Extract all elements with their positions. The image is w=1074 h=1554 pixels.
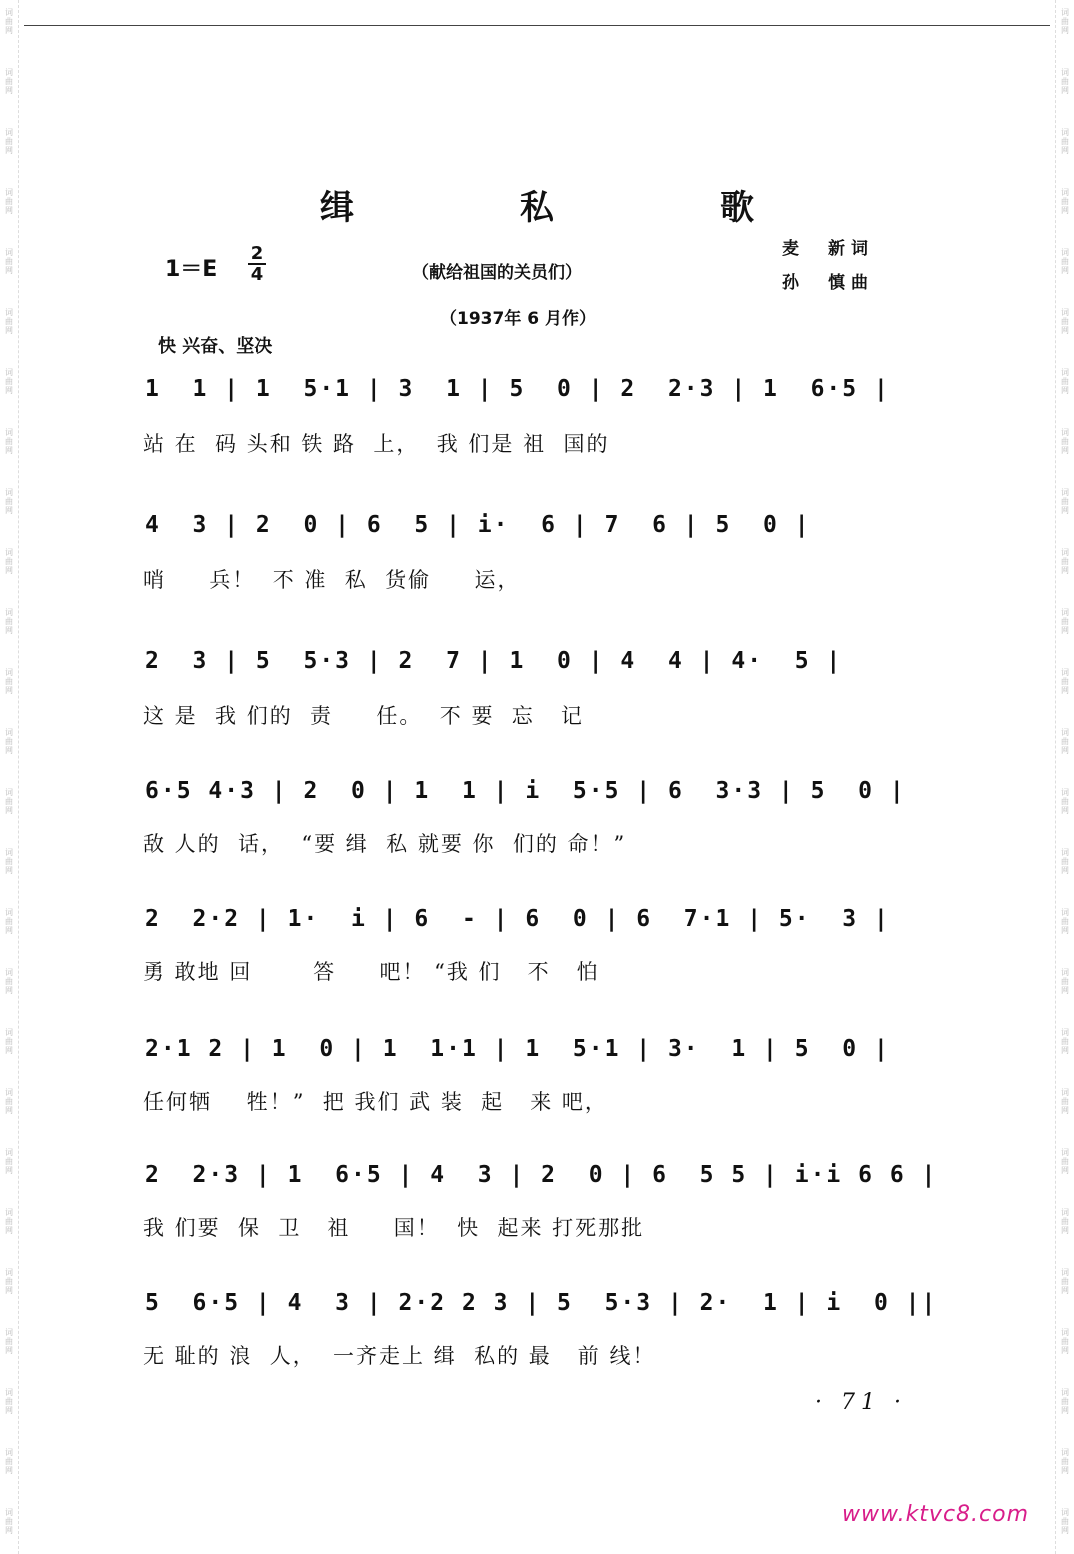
time-signature-denominator: 4 [250,264,264,285]
side-watermark-text: 词曲网 [1061,308,1069,335]
side-watermark-text: 词曲网 [5,128,13,155]
side-watermark-text: 词曲网 [5,308,13,335]
side-watermark-text: 词曲网 [1061,1448,1069,1475]
side-watermark-text: 词曲网 [5,1508,13,1535]
notation-line-2: 4 3 | 2 0 | 6 5 | i· 6 | 7 6 | 5 0 | [145,512,811,538]
side-watermark-text: 词曲网 [5,1148,13,1175]
side-watermark-text: 词曲网 [5,908,13,935]
site-watermark: www.ktvc8.com [842,1502,1030,1527]
side-watermark-text: 词曲网 [5,608,13,635]
side-watermark-text: 词曲网 [5,728,13,755]
side-watermark-text: 词曲网 [1061,428,1069,455]
side-watermark-text: 词曲网 [1061,1208,1069,1235]
notation-line-7: 2 2·3 | 1 6·5 | 4 3 | 2 0 | 6 5 5 | i·i 6 6 | [145,1162,938,1188]
left-watermark-strip [0,0,19,1554]
time-signature [246,244,268,284]
side-watermark-text: 词曲网 [1061,908,1069,935]
side-watermark-text: 词曲网 [1061,8,1069,35]
side-watermark-text: 词曲网 [5,1088,13,1115]
side-watermark-text: 词曲网 [1061,1388,1069,1415]
side-watermark-text: 词曲网 [5,668,13,695]
top-border-line [24,25,1050,26]
side-watermark-text: 词曲网 [1061,1028,1069,1055]
side-watermark-text: 词曲网 [5,68,13,95]
dedication: （献给祖国的关员们） [412,263,582,283]
composition-date: （1937年 6 月作） [440,309,596,329]
side-watermark-text: 词曲网 [5,1028,13,1055]
side-watermark-text: 词曲网 [1061,608,1069,635]
lyric-line-7: 我 们要 保 卫 祖 国！ 快 起来 打死那批 [143,1216,645,1240]
side-watermark-text: 词曲网 [5,368,13,395]
side-watermark-text: 词曲网 [1061,128,1069,155]
side-watermark-text: 词曲网 [1061,1508,1069,1535]
side-watermark-text: 词曲网 [1061,188,1069,215]
side-watermark-text: 词曲网 [5,1388,13,1415]
page-number: · 71 · [815,1390,907,1415]
side-watermark-text: 词曲网 [1061,368,1069,395]
key-signature: 1＝E [165,257,218,282]
side-watermark-text: 词曲网 [1061,968,1069,995]
lyric-line-3: 这 是 我 们的 责 任。 不 要 忘 记 [143,704,584,728]
side-watermark-text: 词曲网 [5,548,13,575]
side-watermark-text: 词曲网 [5,248,13,275]
side-watermark-text: 词曲网 [1061,548,1069,575]
side-watermark-text: 词曲网 [1061,248,1069,275]
side-watermark-text: 词曲网 [1061,1268,1069,1295]
side-watermark-text: 词曲网 [1061,1148,1069,1175]
side-watermark-text: 词曲网 [5,188,13,215]
time-signature-numerator: 2 [250,243,264,264]
side-watermark-text: 词曲网 [1061,728,1069,755]
side-watermark-text: 词曲网 [1061,1088,1069,1115]
side-watermark-text: 词曲网 [5,1328,13,1355]
lyric-line-8: 无 耻的 浪 人， 一齐走上 缉 私的 最 前 线！ [143,1344,656,1368]
side-watermark-text: 词曲网 [1061,848,1069,875]
side-watermark-text: 词曲网 [1061,68,1069,95]
side-watermark-text: 词曲网 [5,488,13,515]
composer-credit: 孙 慎曲 [782,273,874,293]
side-watermark-text: 词曲网 [1061,1328,1069,1355]
notation-line-8: 5 6·5 | 4 3 | 2·2 2 3 | 5 5·3 | 2· 1 | i 0 || [145,1290,938,1316]
right-watermark-strip [1055,0,1074,1554]
side-watermark-text: 词曲网 [5,1268,13,1295]
side-watermark-text: 词曲网 [1061,788,1069,815]
song-title: 缉 私 歌 [320,188,820,228]
side-watermark-text: 词曲网 [5,1208,13,1235]
tempo-marking: 快 兴奋、坚决 [158,336,273,357]
side-watermark-text: 词曲网 [5,788,13,815]
side-watermark-text: 词曲网 [5,848,13,875]
lyric-line-2: 哨 兵！ 不 准 私 货偷 运， [143,568,521,592]
side-watermark-text: 词曲网 [1061,668,1069,695]
side-watermark-text: 词曲网 [5,1448,13,1475]
lyric-line-6: 任何牺 牲！” 把 我们 武 装 起 来 吧， [143,1090,608,1114]
side-watermark-text: 词曲网 [5,968,13,995]
notation-line-4: 6·5 4·3 | 2 0 | 1 1 | i 5·5 | 6 3·3 | 5 0 | [145,778,906,804]
lyric-line-4: 敌 人的 话， “要 缉 私 就要 你 们的 命！” [143,832,627,856]
lyricist-credit: 麦 新词 [782,239,874,259]
lyric-line-1: 站 在 码 头和 铁 路 上， 我 们是 祖 国的 [143,432,610,456]
lyric-line-5: 勇 敢地 回 答 吧！ “我 们 不 怕 [143,960,600,984]
side-watermark-text: 词曲网 [5,428,13,455]
side-watermark-text: 词曲网 [1061,488,1069,515]
side-watermark-text: 词曲网 [5,8,13,35]
notation-line-1: 1 1 | 1 5·1 | 3 1 | 5 0 | 2 2·3 | 1 6·5 | [145,376,890,402]
notation-line-6: 2·1 2 | 1 0 | 1 1·1 | 1 5·1 | 3· 1 | 5 0 | [145,1036,890,1062]
notation-line-5: 2 2·2 | 1· i | 6 - | 6 0 | 6 7·1 | 5· 3 | [145,906,890,932]
notation-line-3: 2 3 | 5 5·3 | 2 7 | 1 0 | 4 4 | 4· 5 | [145,648,843,674]
